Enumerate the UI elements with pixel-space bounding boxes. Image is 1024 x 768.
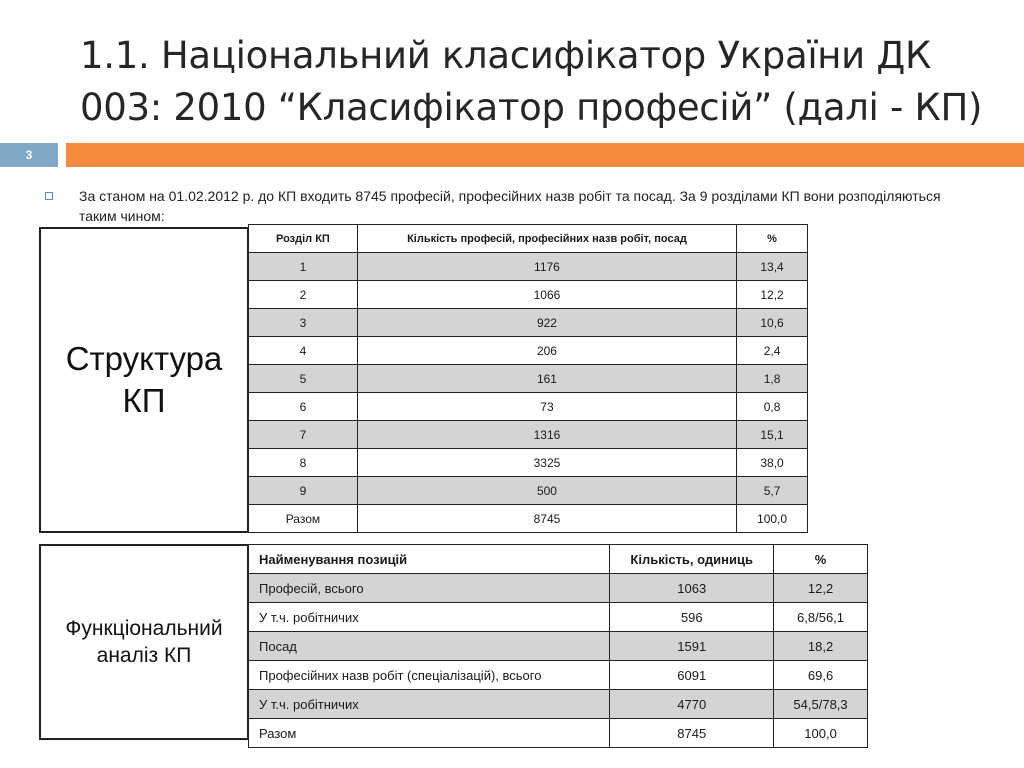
header-percent: % [737,225,808,253]
table-cell: 922 [357,309,736,337]
table-cell: 10,6 [737,309,808,337]
table-cell: Професійних назв робіт (спеціалізацій), всього [249,661,610,690]
table-cell: Разом [249,505,358,533]
structure-label-line-1: Структура [65,340,223,377]
table-cell: 6 [249,393,358,421]
structure-label-line-2: КП [122,382,166,419]
table-cell: 5 [249,365,358,393]
table-cell: 69,6 [774,661,868,690]
table-row [249,421,808,449]
table-header-row [249,545,868,574]
functional-label-line-1: Функціональний [65,617,223,640]
table-cell: 3325 [357,449,736,477]
structure-table [248,224,808,533]
table-cell: Разом [249,719,610,748]
table-cell: 1063 [610,574,774,603]
table-cell: Посад [249,632,610,661]
table-row [249,661,868,690]
table-row [249,253,808,281]
header-section: Розділ КП [249,225,358,253]
table-total-row [249,505,808,533]
slide-title [80,30,1000,134]
table-cell: 8745 [610,719,774,748]
table-row [249,632,868,661]
table-row [249,449,808,477]
table-cell: 6091 [610,661,774,690]
table-cell: 161 [357,365,736,393]
table-row [249,690,868,719]
table-row [249,574,868,603]
table-cell: 73 [357,393,736,421]
table-row [249,477,808,505]
table-cell: У т.ч. робітничих [249,690,610,719]
header-percent: % [774,545,868,574]
header-position-name: Найменування позицій [249,545,610,574]
table-cell: 1316 [357,421,736,449]
table-row [249,309,808,337]
bullet-square-icon [45,192,53,200]
table-cell: 2,4 [737,337,808,365]
intro-text: За станом на 01.02.2012 р. до КП входить 8745 професій, професійних назв робіт та посад. За 9 розділами КП вони розподіляються таким чином: [79,188,941,224]
functional-analysis-label-box [39,544,249,740]
table-cell: 8 [249,449,358,477]
table-cell: 3 [249,309,358,337]
table-total-row [249,719,868,748]
table-cell: 2 [249,281,358,309]
table-cell: У т.ч. робітничих [249,603,610,632]
table-row [249,337,808,365]
slide-number: 3 [0,143,58,167]
table-cell: 12,2 [737,281,808,309]
header-count: Кількість професій, професійних назв робіт, посад [357,225,736,253]
table-cell: 7 [249,421,358,449]
table-row [249,603,868,632]
table-row [249,281,808,309]
table-cell: 1 [249,253,358,281]
table-cell: 4 [249,337,358,365]
table-cell: 18,2 [774,632,868,661]
slide-title-line-1: 1.1. Національний класифікатор України ДК [80,34,931,77]
structure-label-box [39,227,249,533]
table-cell: 100,0 [737,505,808,533]
table-cell: 1591 [610,632,774,661]
table-cell: 100,0 [774,719,868,748]
slide-title-line-2: 003: 2010 “Класифікатор професій” (далі - КП) [80,86,983,129]
table-cell: 596 [610,603,774,632]
table-cell: 13,4 [737,253,808,281]
functional-analysis-table [248,544,868,748]
table-cell: 0,8 [737,393,808,421]
table-row [249,365,808,393]
table-cell: 12,2 [774,574,868,603]
table-cell: 5,7 [737,477,808,505]
table-cell: 54,5/78,3 [774,690,868,719]
table-cell: 9 [249,477,358,505]
table-cell: 6,8/56,1 [774,603,868,632]
table-cell: Професій, всього [249,574,610,603]
header-bar [0,143,1024,167]
table-cell: 500 [357,477,736,505]
table-cell: 15,1 [737,421,808,449]
table-cell: 38,0 [737,449,808,477]
table-row [249,393,808,421]
table-cell: 206 [357,337,736,365]
functional-label-line-2: аналіз КП [96,644,192,667]
table-cell: 1066 [357,281,736,309]
header-quantity: Кількість, одиниць [610,545,774,574]
accent-bar [66,143,1024,167]
table-header-row [249,225,808,253]
table-cell: 8745 [357,505,736,533]
table-cell: 4770 [610,690,774,719]
table-cell: 1176 [357,253,736,281]
table-cell: 1,8 [737,365,808,393]
